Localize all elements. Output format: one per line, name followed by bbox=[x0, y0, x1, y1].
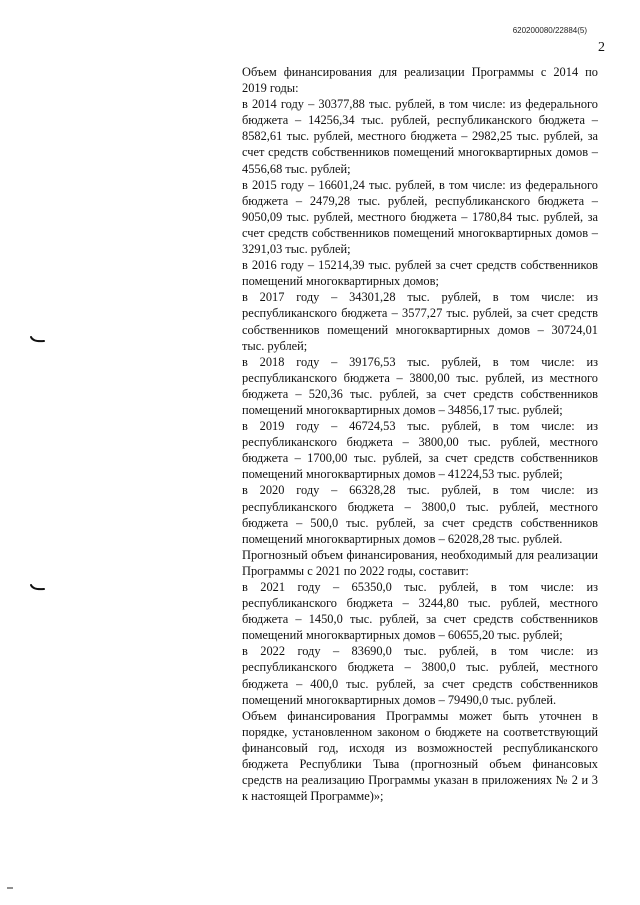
paragraph-forecast-intro: Прогнозный объем финансирования, необходимый для реализации Программы с 2021 по 2022 годы, составит: bbox=[242, 547, 598, 578]
paragraph-2022: в 2022 году – 83690,0 тыс. рублей, в том числе: из республиканского бюджета – 3800,0 тыс. рублей, местного бюджета – 400,0 тыс. рублей, за счет средств собственников помещений многоквартирных домов – 79490,0 тыс. рублей. bbox=[242, 644, 598, 707]
corner-scan-mark bbox=[6, 886, 14, 890]
paragraph-closing: Объем финансирования Программы может быть уточнен в порядке, установленном законом о бюджете на соответствующий финансовый год, исходя из возможностей республиканского бюджета Республики Тыва (прогнозный объем финансовых средств на реализацию Программы указан в приложениях № 2 и 3 к настоящей Программе)»; bbox=[242, 708, 598, 804]
document-body bbox=[242, 64, 598, 804]
paragraph-2015: в 2015 году – 16601,24 тыс. рублей, в том числе: из федерального бюджета – 2479,28 тыс. рублей, республиканского бюджета – 9050,09 тыс. рублей, местного бюджета – 1780,84 тыс. рублей, за счет средств собственников помещений многоквартирных домов – 3291,03 тыс. рублей; bbox=[242, 177, 598, 257]
margin-tick-mark bbox=[30, 336, 46, 344]
paragraph-intro: Объем финансирования для реализации Программы с 2014 по 2019 годы: bbox=[242, 65, 598, 96]
paragraph-2021: в 2021 году – 65350,0 тыс. рублей, в том числе: из республиканского бюджета – 3244,80 тыс. рублей, местного бюджета – 1450,0 тыс. рублей, за счет средств собственников помещений многоквартирных домов – 60655,20 тыс. рублей; bbox=[242, 580, 598, 643]
document-id: 620200080/22884(5) bbox=[512, 26, 587, 35]
paragraph-2014: в 2014 году – 30377,88 тыс. рублей, в том числе: из федерального бюджета – 14256,34 тыс. рублей, республиканского бюджета – 8582,61 тыс. рублей, местного бюджета – 2982,25 тыс. рублей, за счет средств собственников помещений многоквартирных домов – 4556,68 тыс. рублей; bbox=[242, 97, 598, 176]
paragraph-2020: в 2020 году – 66328,28 тыс. рублей, в том числе: из республиканского бюджета – 3800,0 тыс. рублей, местного бюджета – 500,0 тыс. рублей, за счет средств собственников помещений многоквартирных домов – 62028,28 тыс. рублей. bbox=[242, 483, 598, 546]
paragraph-2016: в 2016 году – 15214,39 тыс. рублей за счет средств собственников помещений многоквартирных домов; bbox=[242, 258, 598, 289]
paragraph-2019: в 2019 году – 46724,53 тыс. рублей, в том числе: из республиканского бюджета – 3800,00 тыс. рублей, местного бюджета – 1700,00 тыс. рублей, за счет средств собственников помещений многоквартирных домов – 41224,53 тыс. рублей; bbox=[242, 419, 598, 482]
paragraph-2017: в 2017 году – 34301,28 тыс. рублей, в том числе: из республиканского бюджета – 3577,27 тыс. рублей, за счет средств собственников помещений многоквартирных домов – 30724,01 тыс. рублей; bbox=[242, 290, 598, 353]
page-number: 2 bbox=[598, 40, 605, 55]
paragraph-2018: в 2018 году – 39176,53 тыс. рублей, в том числе: из республиканского бюджета – 3800,00 тыс. рублей, из местного бюджета – 520,36 тыс. рублей, за счет средств собственников помещений многоквартирных домов – 34856,17 тыс. рублей; bbox=[242, 354, 598, 417]
margin-tick-mark bbox=[30, 584, 46, 592]
